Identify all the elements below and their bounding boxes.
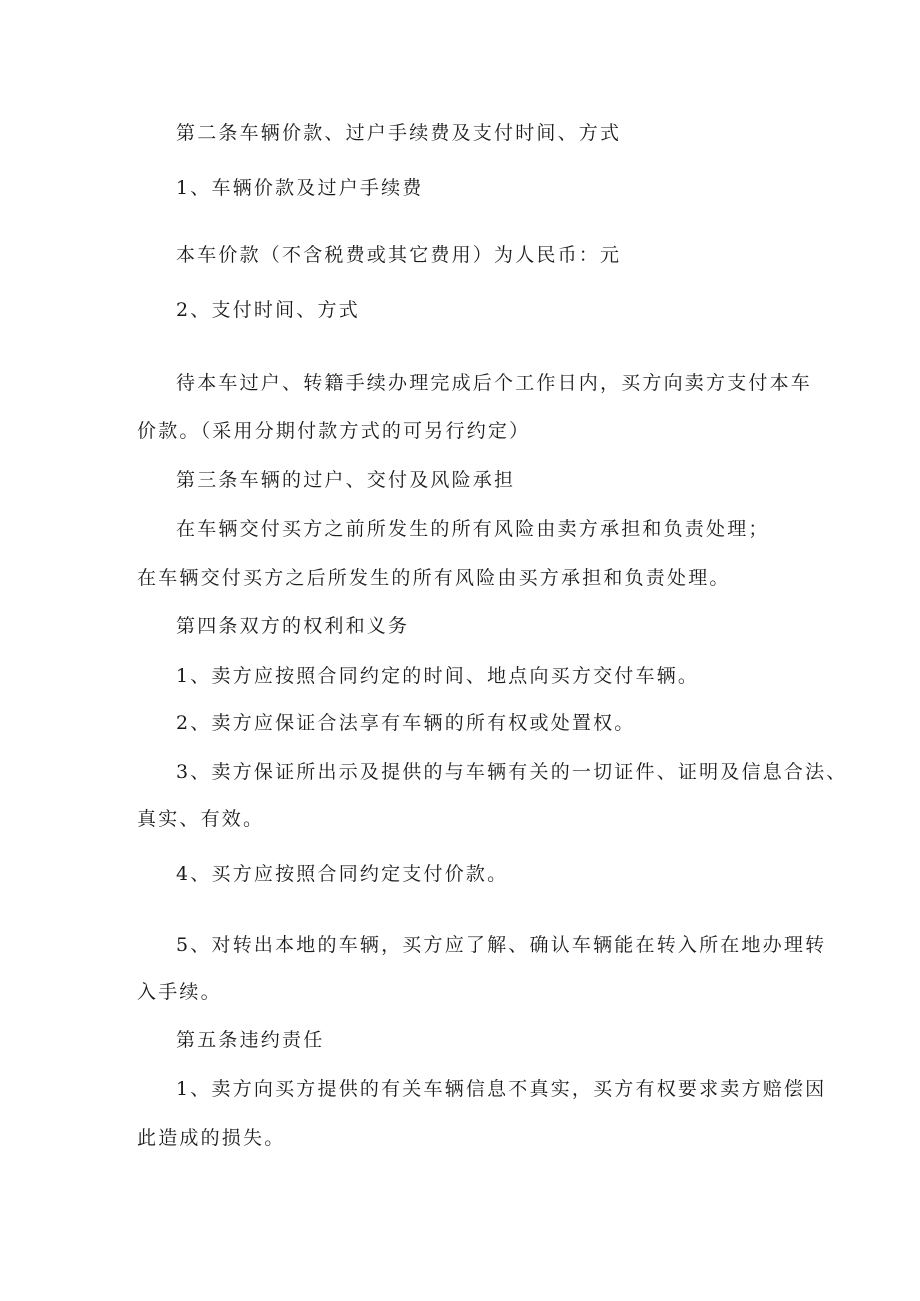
liability-item-1-line-1: 1、卖方向买方提供的有关车辆信息不真实，买方有权要求卖方赔偿因 [176,1078,827,1100]
obligation-item-3-line-1: 3、卖方保证所出示及提供的与车辆有关的一切证件、证明及信息合法、 [176,761,848,783]
obligation-item-2: 2、卖方应保证合法享有车辆的所有权或处置权。 [176,712,636,734]
obligation-item-4: 4、买方应按照合同约定支付价款。 [176,863,509,885]
payment-paragraph-line-1: 待本车过户、转籍手续办理完成后个工作日内，买方向卖方支付本车 [176,372,813,394]
article-4-heading: 第四条双方的权利和义务 [176,615,410,637]
article-3-heading: 第三条车辆的过户、交付及风险承担 [176,469,516,491]
item-vehicle-price-heading: 1、车辆价款及过户手续费 [176,177,424,199]
risk-paragraph-line-2: 在车辆交付买方之后所发生的所有风险由买方承担和负责处理。 [137,567,731,589]
item-payment-heading: 2、支付时间、方式 [176,299,360,321]
vehicle-price-statement: 本车价款（不含税费或其它费用）为人民币：元 [176,244,622,266]
liability-item-1-line-2: 此造成的损失。 [137,1127,286,1149]
obligation-item-1: 1、卖方应按照合同约定的时间、地点向买方交付车辆。 [176,665,700,687]
risk-paragraph-line-1: 在车辆交付买方之前所发生的所有风险由卖方承担和负责处理； [176,518,770,540]
article-2-heading: 第二条车辆价款、过户手续费及支付时间、方式 [176,122,622,144]
payment-paragraph-line-2: 价款。（采用分期付款方式的可另行约定） [137,420,531,442]
obligation-item-5-line-1: 5、对转出本地的车辆，买方应了解、确认车辆能在转入所在地办理转 [176,934,827,956]
obligation-item-3-line-2: 真实、有效。 [137,808,265,830]
article-5-heading: 第五条违约责任 [176,1029,325,1051]
obligation-item-5-line-2: 入手续。 [137,981,222,1003]
